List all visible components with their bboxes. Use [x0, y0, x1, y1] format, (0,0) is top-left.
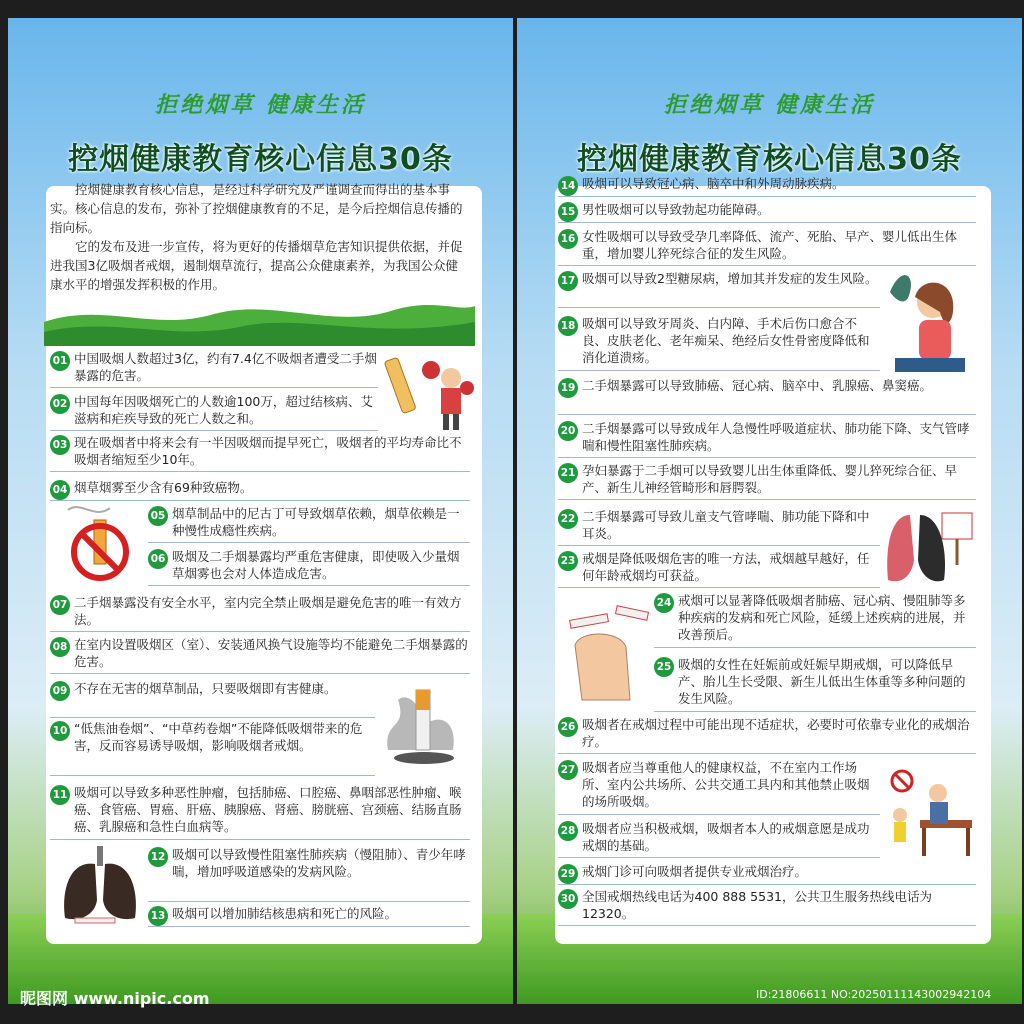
no-smoking-sign-illustration: [60, 500, 148, 582]
item-number: 05: [148, 506, 168, 526]
poster-title: 控烟健康教育核心信息30条: [68, 142, 453, 177]
list-item: [558, 377, 976, 415]
item-number: 23: [558, 551, 578, 571]
item-text: 戒烟门诊可向吸烟者提供专业戒烟治疗。: [582, 864, 808, 879]
list-item: [50, 479, 470, 501]
item-text: 吸烟可以导致牙周炎、白内障、手术后伤口愈合不良、皮肤老化、老年痴呆、绝经后女性骨密度降低和消化道溃疡。: [582, 316, 870, 365]
item-number: 07: [50, 595, 70, 615]
list-item: [50, 594, 470, 632]
item-text: 吸烟可以导致多种恶性肿瘤，包括肺癌、口腔癌、鼻咽部恶性肿瘤、喉癌、食管癌、胃癌、肝癌、胰腺癌、肾癌、膀胱癌、宫颈癌、结肠直肠癌、乳腺癌和急性白血病等。: [74, 785, 462, 834]
item-text: 吸烟者应当积极戒烟，吸烟者本人的戒烟意愿是成功戒烟的基础。: [582, 821, 870, 853]
item-number: 30: [558, 889, 578, 909]
item-text: 烟草制品中的尼古丁可导致烟草依赖，烟草依赖是一种慢性成瘾性疾病。: [172, 506, 460, 538]
list-item: [148, 846, 470, 902]
intro-paragraph-2: 它的发布及进一步宣传，将为更好的传播烟草危害知识提供依据，并促进我国3亿吸烟者戒烟，遏制烟草流行，提高公众健康素养，为我国公众健康水平的增强发挥积极的作用。: [50, 239, 463, 292]
item-text: 不存在无害的烟草制品，只要吸烟即有害健康。: [74, 681, 337, 696]
item-number: 29: [558, 864, 578, 884]
item-number: 09: [50, 681, 70, 701]
item-number: 24: [654, 593, 674, 613]
item-number: 27: [558, 760, 578, 780]
item-number: 19: [558, 378, 578, 398]
item-number: 06: [148, 549, 168, 569]
list-item: [558, 228, 976, 266]
item-number: 03: [50, 435, 70, 455]
list-item: [558, 315, 880, 371]
item-text: 吸烟可以导致2型糖尿病，增加其并发症的发生风险。: [582, 271, 878, 286]
list-item: [50, 393, 378, 431]
list-item: [558, 759, 880, 815]
item-number: 14: [558, 176, 578, 196]
item-number: 25: [654, 657, 674, 677]
item-text: 戒烟是降低吸烟危害的唯一方法，戒烟越早越好，任何年龄戒烟均可获益。: [582, 551, 870, 583]
item-text: 现在吸烟者中将来会有一半因吸烟而提早死亡，吸烟者的平均寿命比不吸烟者缩短至少10年。: [74, 435, 462, 467]
intro-paragraph-1: 控烟健康教育核心信息，是经过科学研究及严谨调查而得出的基本事实。核心信息的发布，弥补了控烟健康教育的不足，是今后控烟信息传播的指向标。: [50, 182, 463, 235]
lungs-comparison-illustration: [880, 505, 975, 590]
list-item: [148, 505, 470, 543]
list-item: [558, 175, 976, 197]
item-text: 吸烟可以增加肺结核患病和死亡的风险。: [172, 906, 398, 921]
list-item: [50, 784, 470, 840]
item-number: 13: [148, 906, 168, 926]
list-item: [148, 548, 470, 586]
item-number: 01: [50, 351, 70, 371]
list-item: [558, 201, 976, 223]
item-number: 17: [558, 271, 578, 291]
list-item: [50, 434, 470, 472]
item-number: 04: [50, 480, 70, 500]
item-text: 中国每年因吸烟死亡的人数逾100万，超过结核病、艾滋病和疟疾导致的死亡人数之和。: [74, 394, 373, 426]
item-text: 在室内设置吸烟区（室）、安装通风换气设施等均不能避免二手烟暴露的危害。: [74, 637, 468, 669]
item-text: 二手烟暴露可以导致成年人急慢性呼吸道症状、肺功能下降、支气管哮喘和慢性阻塞性肺疾病。: [582, 421, 970, 453]
item-text: 吸烟可以导致冠心病、脑卒中和外周动脉疾病。: [582, 176, 845, 191]
list-item: [558, 420, 976, 458]
item-text: 二手烟暴露可以导致肺癌、冠心病、脑卒中、乳腺癌、鼻窦癌。: [582, 378, 933, 393]
item-text: 女性吸烟可以导致受孕几率降低、流产、死胎、早产、婴儿低出生体重，增加婴儿猝死综合征的发生风险。: [582, 229, 958, 261]
item-number: 16: [558, 229, 578, 249]
list-item: [558, 550, 880, 588]
item-text: 中国吸烟人数超过3亿，约有7.4亿不吸烟者遭受二手烟暴露的危害。: [74, 351, 377, 383]
item-text: 孕妇暴露于二手烟可以导致婴儿出生体重降低、婴儿猝死综合征、早产、新生儿神经管畸形和唇腭裂。: [582, 463, 958, 495]
list-item: [50, 636, 470, 674]
item-text: 吸烟及二手烟暴露均严重危害健康，即使吸入少量烟草烟雾也会对人体造成危害。: [172, 549, 460, 581]
item-text: 全国戒烟热线电话为400 888 5531，公共卫生服务热线电话为12320。: [582, 889, 932, 921]
item-number: 21: [558, 463, 578, 483]
item-text: 男性吸烟可以导致勃起功能障碍。: [582, 202, 770, 217]
list-item: [558, 863, 976, 885]
item-number: 26: [558, 717, 578, 737]
list-item: [558, 270, 880, 308]
list-item: [654, 592, 976, 648]
list-item: [558, 888, 976, 926]
item-text: 烟草烟雾至少含有69种致癌物。: [74, 480, 253, 495]
slogan: 拒绝烟草 健康生活: [664, 92, 875, 118]
list-item: [558, 820, 880, 858]
item-text: “低焦油卷烟”、“中草药卷烟”不能降低吸烟带来的危害，反而容易诱导吸烟，影响吸烟者戒烟。: [74, 721, 363, 753]
item-number: 02: [50, 394, 70, 414]
list-item: [558, 508, 880, 546]
item-number: 12: [148, 847, 168, 867]
item-text: 二手烟暴露没有安全水平，室内完全禁止吸烟是避免危害的唯一有效方法。: [74, 595, 462, 627]
intro-text: [50, 180, 468, 294]
item-text: 二手烟暴露可导致儿童支气管哮喘、肺功能下降和中耳炎。: [582, 509, 870, 541]
item-number: 28: [558, 821, 578, 841]
item-text: 吸烟的女性在妊娠前或妊娠早期戒烟，可以降低早产、胎儿生长受限、新生儿低出生体重等多种问题的发生风险。: [678, 657, 966, 706]
slogan: 拒绝烟草 健康生活: [155, 92, 366, 118]
item-number: 08: [50, 637, 70, 657]
bench-smoker-illustration: [880, 765, 975, 860]
hand-breaking-cigarette-illustration: [560, 595, 652, 710]
item-text: 吸烟者应当尊重他人的健康权益，不在室内工作场所、室内公共场所、公共交通工具内和其他禁止吸烟的场所吸烟。: [582, 760, 870, 809]
woman-smoking-illustration: [885, 262, 975, 374]
watermark: 昵图网 www.nipic.com: [20, 989, 210, 1008]
cigarette-smoke-illustration: [378, 680, 470, 772]
green-hills-decoration: [44, 292, 475, 346]
list-item: [50, 720, 375, 776]
item-number: 11: [50, 785, 70, 805]
list-item: [558, 462, 976, 500]
list-item: [558, 716, 976, 754]
poster-title: 控烟健康教育核心信息30条: [577, 142, 962, 177]
item-number: 22: [558, 509, 578, 529]
item-number: 15: [558, 202, 578, 222]
boxing-cigarette-illustration: [383, 348, 478, 433]
image-id: ID:21806611 NO:20250111143002942104: [756, 988, 992, 1001]
list-item: [654, 656, 976, 712]
item-text: 戒烟可以显著降低吸烟者肺癌、冠心病、慢阻肺等多种疾病的发病和死亡风险，延缓上述疾病的进展，并改善预后。: [678, 593, 966, 642]
item-number: 20: [558, 421, 578, 441]
item-text: 吸烟可以导致慢性阻塞性肺疾病（慢阻肺）、青少年哮喘，增加呼吸道感染的发病风险。: [172, 847, 466, 879]
item-number: 18: [558, 316, 578, 336]
list-item: [148, 905, 470, 927]
item-text: 吸烟者在戒烟过程中可能出现不适症状，必要时可依靠专业化的戒烟治疗。: [582, 717, 970, 749]
list-item: [50, 680, 375, 718]
damaged-lungs-illustration: [55, 840, 145, 928]
item-number: 10: [50, 721, 70, 741]
list-item: [50, 350, 378, 388]
